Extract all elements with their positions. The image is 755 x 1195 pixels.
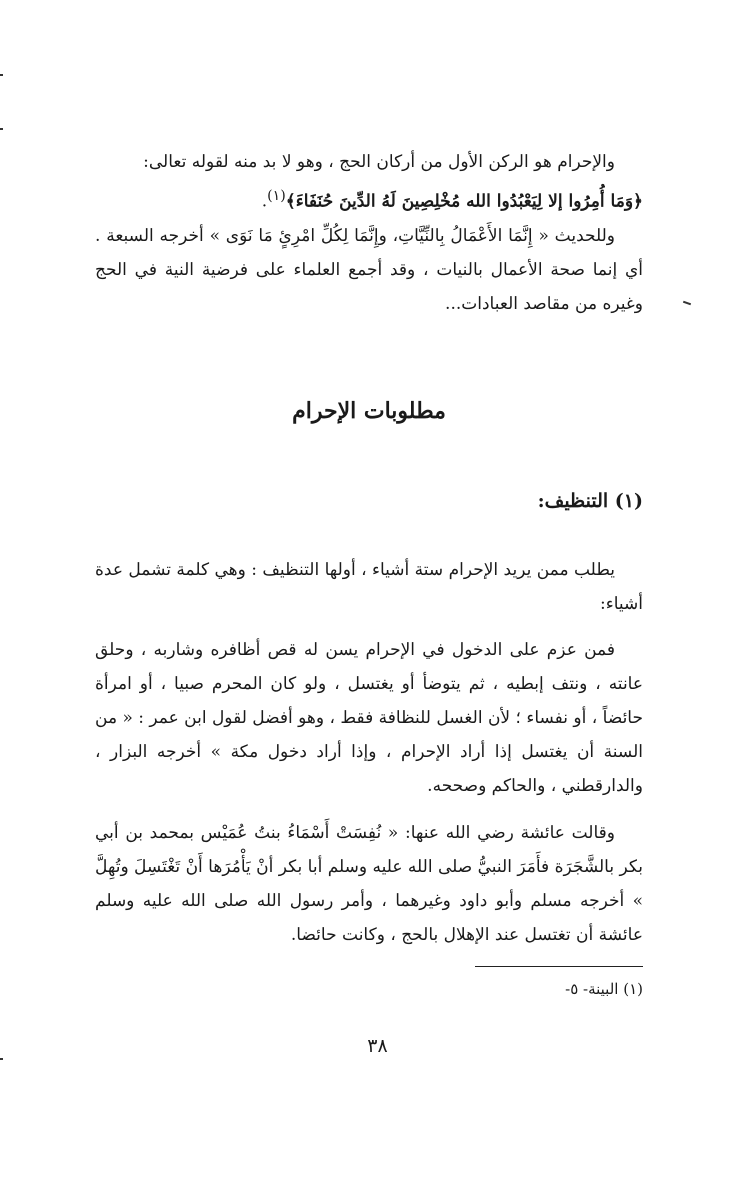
paragraph-requirements [95, 553, 643, 621]
paragraph-text: يطلب ممن يريد الإحرام ستة أشياء ، أولها التنظيف : وهي كلمة تشمل عدة أشياء: [95, 560, 643, 614]
quran-verse-line: ﴿وَمَا أُمِرُوا إلا لِيَعْبُدُوا الله مُخْلِصِينَ لَهُ الدِّينَ حُنَفَاءَ﴾$^{(١)}$. [261, 188, 643, 212]
section-title: مطلوبات الإحرام [292, 398, 446, 424]
paragraph-aisha-hadith [95, 816, 643, 952]
paragraph-text: فمن عزم على الدخول في الإحرام يسن له قص أظافره وشاربه ، وحلق عانته ، ونتف إبطيه ، ثم يتوضأ أو يغتسل ، ولو كان المحرم صبيا ، أو امرأة حائضاً ، أو نفساء ؛ لأن الغسل للنظافة فقط ، وهو أفضل لقول ابن عمر : « من السنة أن يغتسل إذا أراد الإحرام ، وإذا أراد دخول مكة » أخرجه البزار ، والدارقطني ، والحاكم وصححه. [95, 640, 643, 796]
scan-mark [0, 1058, 3, 1060]
paragraph-text: وقالت عائشة رضي الله عنها: « نُفِسَتْ أَسْمَاءُ بنتُ عُمَيْس بمحمد بن أبي بكر بالشَّجَرَة فأَمَرَ النبيُّ صلى الله عليه وسلم أبا بكر أنْ يَأْمُرَها أَنْ تَغْتَسِلَ وتُهِلَّ » أخرجه مسلم وأبو داود وغيرهما ، وأمر رسول الله صلى الله عليه وسلم عائشة أن تغتسل عند الإهلال بالحج ، وكانت حائضا. [95, 823, 643, 945]
footnote-divider [475, 966, 643, 967]
hadith-paragraph: وللحديث « إِنَّمَا الأَعْمَالُ بِالنِّيَّاتِ، وإِنَّمَا لِكُلِّ امْرِئٍ مَا نَوَى » أخرجه السبعة . أي إنما صحة الأعمال بالنيات ، وقد أجمع العلماء على فرضية النية في الحج وغيره من مقاصد العبادات... [95, 225, 643, 314]
intro-line: والإحرام هو الركن الأول من أركان الحج ، وهو لا بد منه لقوله تعالى: [143, 152, 615, 172]
quran-verse: ﴿وَمَا أُمِرُوا إلا لِيَعْبُدُوا الله مُخْلِصِينَ لَهُ الدِّينَ حُنَفَاءَ﴾ [285, 191, 643, 212]
footnote-ref-mark: (١) [267, 188, 286, 204]
footnote: (١) البينة- ٥- [565, 980, 643, 998]
scan-mark [0, 128, 3, 130]
paragraph-ihram-entry [95, 633, 643, 803]
scan-mark [683, 301, 691, 306]
subheading-cleaning: (١) التنظيف: [537, 490, 643, 512]
scan-mark [0, 74, 3, 76]
page-number: ٣٨ [367, 1035, 388, 1057]
intro-paragraph [95, 145, 643, 321]
